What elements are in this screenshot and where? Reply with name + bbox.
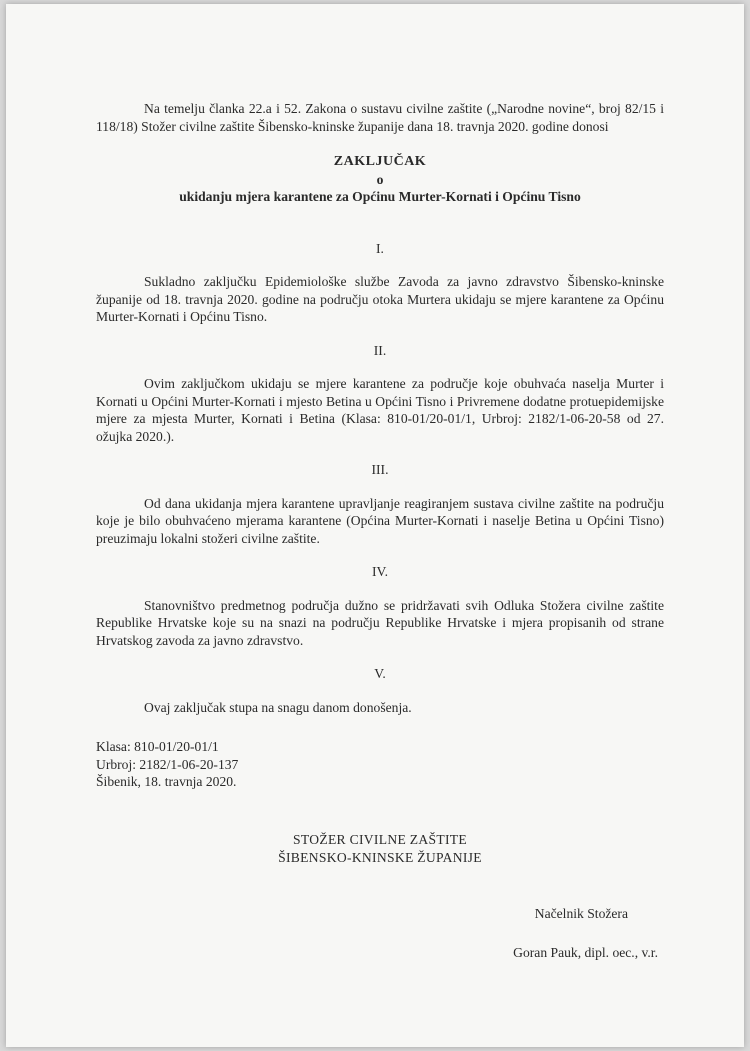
section-text: Od dana ukidanja mjera karantene upravljanje reagiranjem sustava civilne zaštite na području koje je bilo obuhvaćeno mjerama karantene (Općina Murter-Kornati i naselje Betina u Općini Tisno) preuzimaju lokalni stožeri civilne zaštite.	[96, 495, 664, 546]
document-subtitle: ukidanju mjera karantene za Općinu Murter-Kornati i Općinu Tisno	[179, 189, 581, 204]
section-number: I.	[376, 240, 384, 256]
section-number: V.	[374, 666, 386, 681]
organization-line-2: ŠIBENSKO-KNINSKE ŽUPANIJE	[278, 849, 482, 865]
section-text: Ovaj zaključak stupa na snagu danom donošenja.	[144, 699, 412, 715]
klasa: Klasa: 810-01/20-01/1	[96, 739, 219, 754]
section-1	[96, 240, 664, 326]
document-page	[6, 4, 744, 1047]
section-text: Sukladno zaključku Epidemiološke službe Zavoda za javno zdravstvo Šibensko-kninske županije od 18. travnja 2020. godine na području otoka Murtera ukidaju se mjere karantene za Općinu Murter-Kornati i Općinu Tisno.	[96, 274, 664, 324]
section-5	[96, 665, 664, 716]
section-3	[96, 461, 664, 547]
document-title: ZAKLJUČAK	[333, 154, 427, 169]
issuing-organization	[96, 831, 664, 867]
section-number: IV.	[372, 564, 388, 579]
place-date: Šibenik, 18. travnja 2020.	[96, 774, 237, 789]
section-text: Stanovništvo predmetnog područja dužno se pridržavati svih Odluka Stožera civilne zaštite Republike Hrvatske koje su na snazi na području Republike Hrvatske i mjera propisanih od strane Hrvatskog zavoda za javno zdravstvo.	[96, 597, 664, 648]
signatory-role: Načelnik Stožera	[534, 905, 628, 921]
section-number: II.	[373, 342, 387, 358]
document-title-connector: o	[376, 171, 384, 187]
section-4	[96, 563, 664, 649]
section-text: Ovim zaključkom ukidaju se mjere karantene za područje koje obuhvaća naselja Murter i Kornati u Općini Murter-Kornati i mjesto Betina u Općini Tisno i Privremene dodatne protuepidemijske mjere za mjesta Murter, Kornati i Betina (Klasa: 810-01/20-01/1, Urbroj: 2182/1-06-20-58 od 27. ožujka 2020.).	[96, 376, 664, 444]
preamble: Na temelju članka 22.a i 52. Zakona o sustavu civilne zaštite („Narodne novine“, broj 82/15 i 118/18) Stožer civilne zaštite Šibensko-kninske županije dana 18. travnja 2020. godine donosi	[96, 101, 664, 134]
document-meta	[96, 738, 664, 791]
signatory-name: Goran Pauk, dipl. oec., v.r.	[513, 945, 658, 960]
urbroj: Urbroj: 2182/1-06-20-137	[96, 756, 239, 772]
section-2	[96, 342, 664, 446]
organization-line-1: STOŽER CIVILNE ZAŠTITE	[293, 831, 467, 847]
document-content	[96, 100, 664, 962]
section-number: III.	[371, 462, 389, 477]
